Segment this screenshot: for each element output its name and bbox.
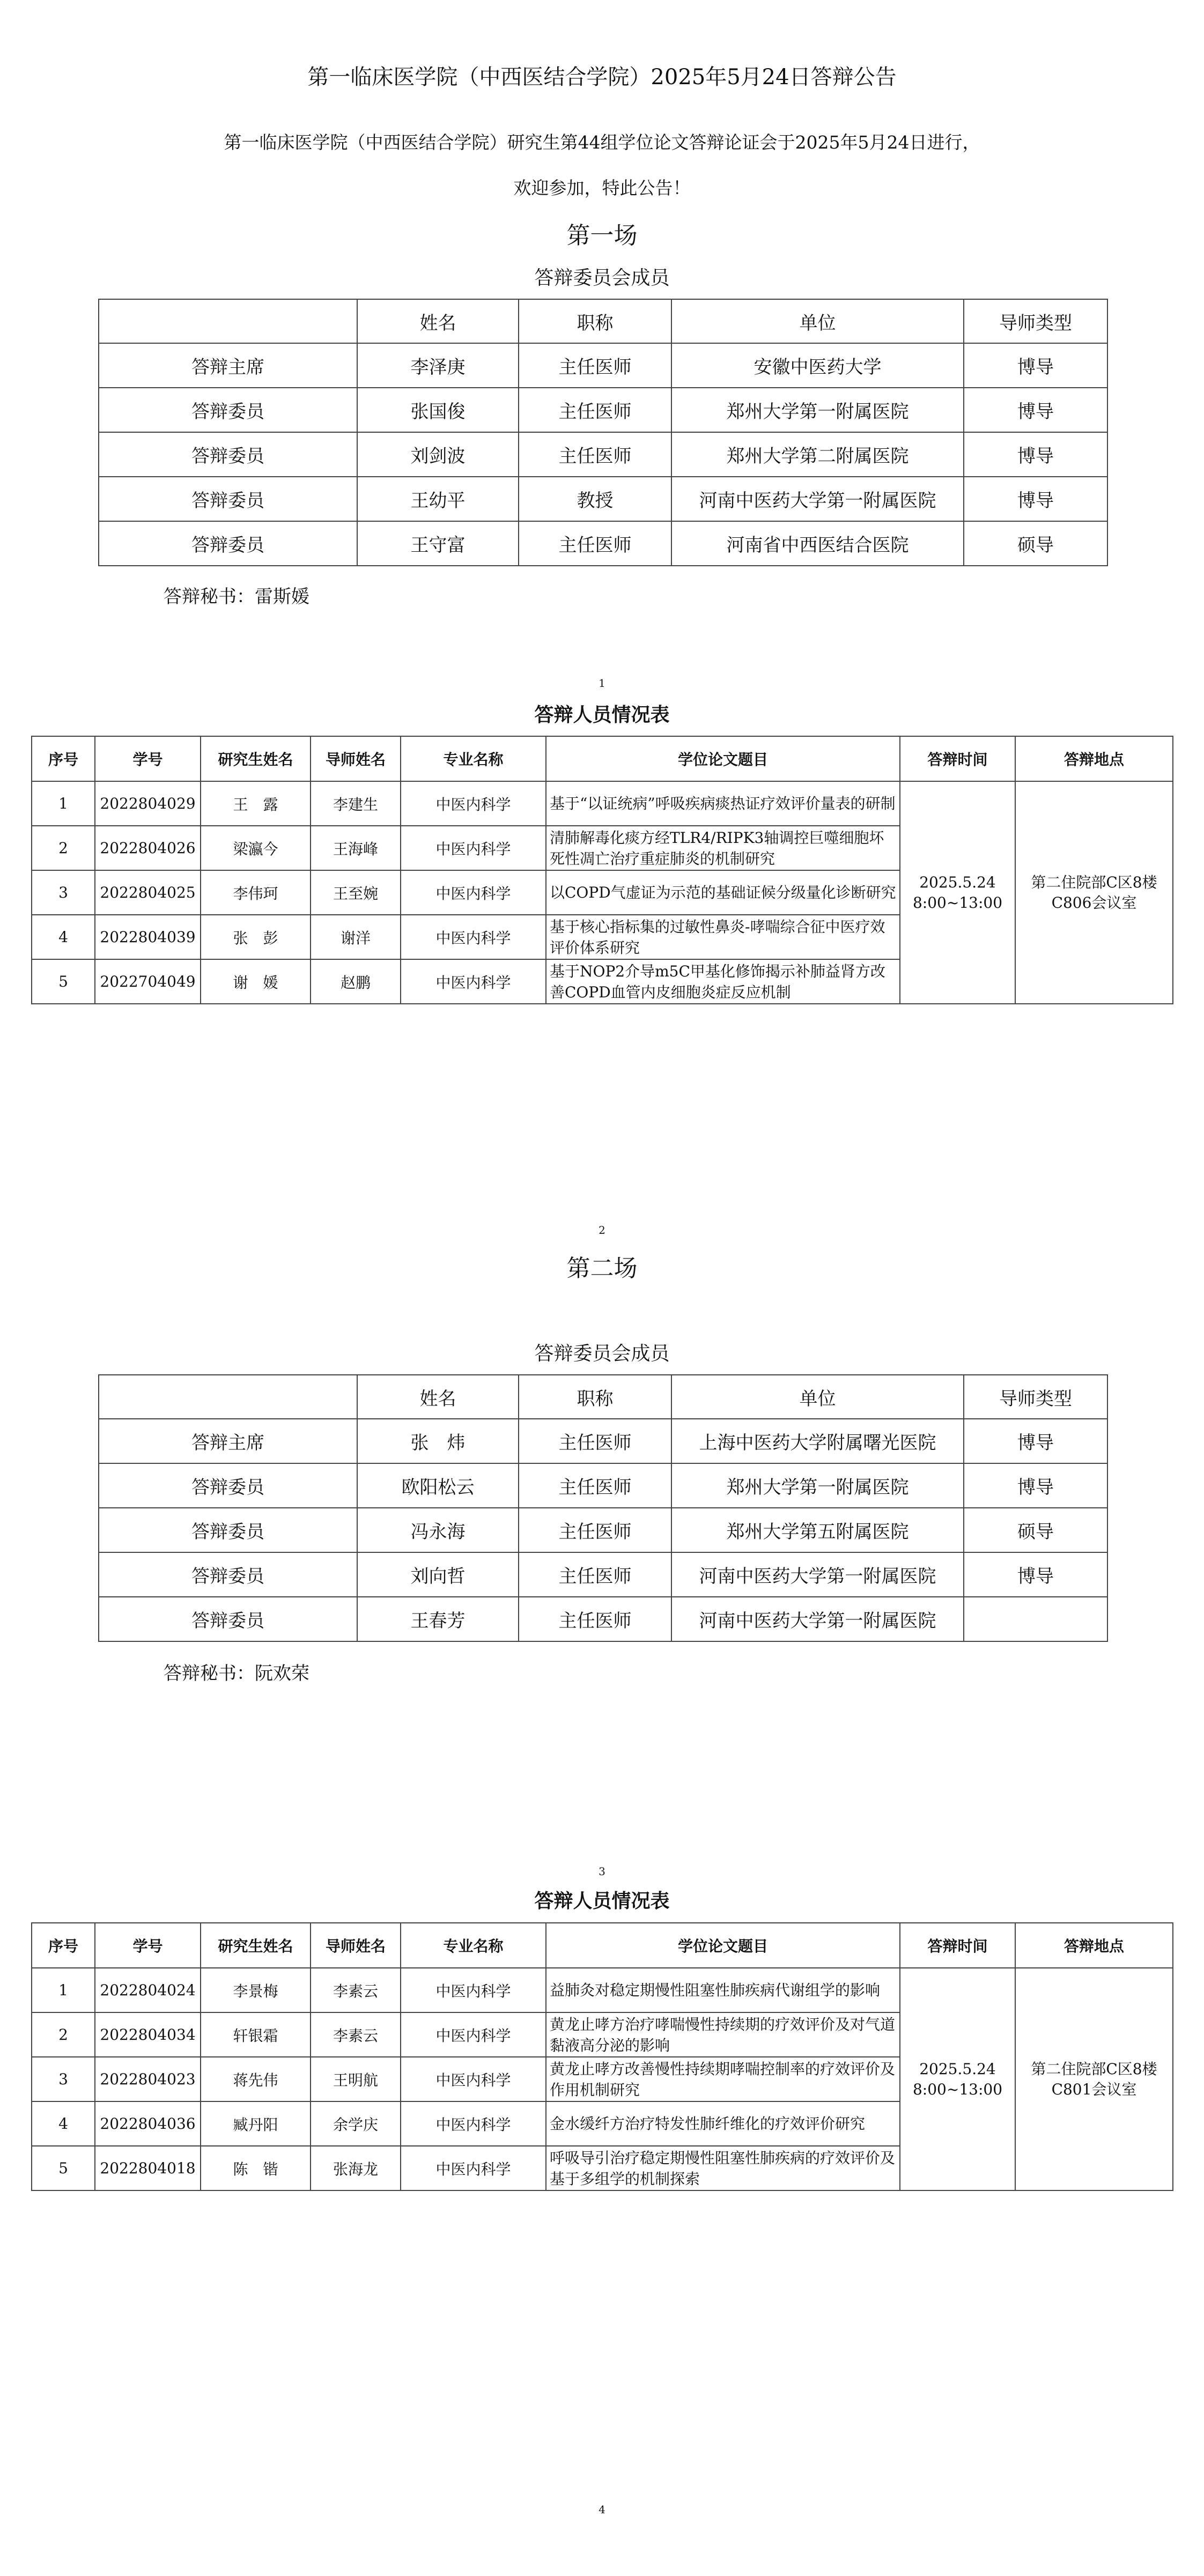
- major-name: 中医内科学: [401, 2012, 546, 2057]
- thesis-title: 基于NOP2介导m5C甲基化修饰揭示补肺益肾方改善COPD血管内皮细胞炎症反应机制: [546, 959, 900, 1004]
- committee-role: 答辩委员: [99, 1597, 357, 1641]
- students-header-cell: 研究生姓名: [201, 1923, 311, 1968]
- committee-unit: 上海中医药大学附属曙光医院: [671, 1419, 964, 1463]
- committee-row: [99, 432, 1107, 477]
- committee-type: 博导: [964, 1463, 1107, 1508]
- committee-role: 答辩委员: [99, 477, 357, 521]
- defense-location: 第二住院部C区8楼C801会议室: [1015, 1968, 1173, 2190]
- committee-type: 硕导: [964, 521, 1107, 566]
- notice-line-2: 欢迎参加，特此公告！: [513, 177, 691, 198]
- advisor-name: 张海龙: [311, 2146, 401, 2190]
- page-title: 第一临床医学院（中西医结合学院）2025年5月24日答辩公告: [307, 65, 897, 90]
- student-id: 2022804036: [95, 2101, 201, 2146]
- advisor-name: 余学庆: [311, 2101, 401, 2146]
- advisor-name: 李建生: [311, 781, 401, 826]
- student-index: 2: [32, 2012, 95, 2057]
- student-index: 5: [32, 959, 95, 1004]
- students-header-cell: 导师姓名: [311, 736, 401, 781]
- committee-type: 博导: [964, 343, 1107, 388]
- students-header-cell: 学号: [95, 1923, 201, 1968]
- student-name: 王 露: [201, 781, 311, 826]
- students-header-cell: 学位论文题目: [546, 1923, 900, 1968]
- session-1-secretary: 答辩秘书：雷斯媛: [164, 586, 309, 608]
- major-name: 中医内科学: [401, 870, 546, 915]
- page-number: 3: [599, 1865, 605, 1878]
- student-id: 2022804024: [95, 1968, 201, 2012]
- student-index: 4: [32, 2101, 95, 2146]
- student-index: 5: [32, 2146, 95, 2190]
- committee-unit: 河南中医药大学第一附属医院: [671, 477, 964, 521]
- student-index: 2: [32, 826, 95, 870]
- major-name: 中医内科学: [401, 2057, 546, 2101]
- major-name: 中医内科学: [401, 915, 546, 959]
- student-index: 1: [32, 781, 95, 826]
- committee-unit: 郑州大学第一附属医院: [671, 1463, 964, 1508]
- major-name: 中医内科学: [401, 826, 546, 870]
- thesis-title: 清肺解毒化痰方经TLR4/RIPK3轴调控巨噬细胞坏死性凋亡治疗重症肺炎的机制研究: [546, 826, 900, 870]
- students-header-cell: 序号: [32, 736, 95, 781]
- committee-name: 李泽庚: [357, 343, 519, 388]
- student-name: 李景梅: [201, 1968, 311, 2012]
- committee-type: 博导: [964, 477, 1107, 521]
- session-2-secretary: 答辩秘书：阮欢荣: [164, 1663, 309, 1684]
- major-name: 中医内科学: [401, 2101, 546, 2146]
- advisor-name: 谢洋: [311, 915, 401, 959]
- committee-title: 主任医师: [519, 343, 671, 388]
- committee-type: 博导: [964, 432, 1107, 477]
- committee-name: 王春芳: [357, 1597, 519, 1641]
- committee-header-cell: [99, 299, 357, 343]
- thesis-title: 以COPD气虚证为示范的基础证候分级量化诊断研究: [546, 870, 900, 915]
- committee-title: 主任医师: [519, 1419, 671, 1463]
- session-2-students-title: 答辩人员情况表: [534, 1890, 670, 1912]
- committee-title: 教授: [519, 477, 671, 521]
- students-header-cell: 答辩时间: [900, 1923, 1015, 1968]
- committee-unit: 安徽中医药大学: [671, 343, 964, 388]
- thesis-title: 基于核心指标集的过敏性鼻炎-哮喘综合征中医疗效评价体系研究: [546, 915, 900, 959]
- committee-type: 博导: [964, 388, 1107, 432]
- committee-row: [99, 343, 1107, 388]
- committee-row: [99, 1463, 1107, 1508]
- student-id: 2022804018: [95, 2146, 201, 2190]
- committee-name: 刘剑波: [357, 432, 519, 477]
- committee-type: [964, 1597, 1107, 1641]
- advisor-name: 王明航: [311, 2057, 401, 2101]
- students-header-cell: 专业名称: [401, 736, 546, 781]
- session-1-title: 第一场: [566, 222, 638, 249]
- students-header-cell: 专业名称: [401, 1923, 546, 1968]
- committee-title: 主任医师: [519, 1552, 671, 1597]
- committee-name: 王幼平: [357, 477, 519, 521]
- thesis-title: 呼吸导引治疗稳定期慢性阻塞性肺疾病的疗效评价及基于多组学的机制探索: [546, 2146, 900, 2190]
- committee-role: 答辩委员: [99, 1463, 357, 1508]
- committee-row: [99, 1597, 1107, 1641]
- defense-hours: 8:00~13:00: [912, 2080, 1003, 2098]
- committee-role: 答辩委员: [99, 1508, 357, 1552]
- session-1-students-title: 答辩人员情况表: [534, 704, 670, 726]
- committee-type: 博导: [964, 1419, 1107, 1463]
- major-name: 中医内科学: [401, 959, 546, 1004]
- students-header-cell: 答辩时间: [900, 736, 1015, 781]
- students-header-cell: 导师姓名: [311, 1923, 401, 1968]
- student-row: [32, 1968, 1173, 2012]
- student-name: 梁瀛今: [201, 826, 311, 870]
- committee-header-row: [99, 1375, 1107, 1419]
- committee-header-cell: 姓名: [357, 299, 519, 343]
- student-id: 2022804023: [95, 2057, 201, 2101]
- committee-header-cell: 单位: [671, 299, 964, 343]
- committee-unit: 河南中医药大学第一附属医院: [671, 1597, 964, 1641]
- session-2-title: 第二场: [566, 1255, 638, 1282]
- notice-line-1: 第一临床医学院（中西医结合学院）研究生第44组学位论文答辩论证会于2025年5月24日进行，: [224, 132, 980, 153]
- committee-name: 王守富: [357, 521, 519, 566]
- major-name: 中医内科学: [401, 2146, 546, 2190]
- students-header-cell: 序号: [32, 1923, 95, 1968]
- page-number: 1: [599, 677, 605, 690]
- committee-row: [99, 388, 1107, 432]
- student-id: 2022804025: [95, 870, 201, 915]
- thesis-title: 金水缓纤方治疗特发性肺纤维化的疗效评价研究: [546, 2101, 900, 2146]
- page-number: 2: [599, 1224, 605, 1237]
- students-header-cell: 学号: [95, 736, 201, 781]
- committee-header-cell: 姓名: [357, 1375, 519, 1419]
- student-index: 4: [32, 915, 95, 959]
- advisor-name: 李素云: [311, 2012, 401, 2057]
- thesis-title: 黄龙止哮方改善慢性持续期哮喘控制率的疗效评价及作用机制研究: [546, 2057, 900, 2101]
- thesis-title: 黄龙止哮方治疗哮喘慢性持续期的疗效评价及对气道黏液高分泌的影响: [546, 2012, 900, 2057]
- advisor-name: 王海峰: [311, 826, 401, 870]
- defense-location: 第二住院部C区8楼C806会议室: [1015, 781, 1173, 1004]
- committee-title: 主任医师: [519, 521, 671, 566]
- committee-header-cell: 职称: [519, 299, 671, 343]
- committee-title: 主任医师: [519, 1463, 671, 1508]
- students-header-cell: 答辩地点: [1015, 1923, 1173, 1968]
- committee-name: 冯永海: [357, 1508, 519, 1552]
- committee-role: 答辩委员: [99, 432, 357, 477]
- committee-row: [99, 1508, 1107, 1552]
- committee-role: 答辩委员: [99, 521, 357, 566]
- committee-row: [99, 477, 1107, 521]
- committee-unit: 河南中医药大学第一附属医院: [671, 1552, 964, 1597]
- student-id: 2022804029: [95, 781, 201, 826]
- session-2-committee-title: 答辩委员会成员: [534, 1343, 670, 1365]
- thesis-title: 益肺灸对稳定期慢性阻塞性肺疾病代谢组学的影响: [546, 1968, 900, 2012]
- defense-hours: 8:00~13:00: [912, 893, 1003, 912]
- student-name: 李伟珂: [201, 870, 311, 915]
- student-index: 1: [32, 1968, 95, 2012]
- student-id: 2022804034: [95, 2012, 201, 2057]
- student-name: 谢 媛: [201, 959, 311, 1004]
- students-header-cell: 研究生姓名: [201, 736, 311, 781]
- committee-name: 张 炜: [357, 1419, 519, 1463]
- student-name: 陈 锴: [201, 2146, 311, 2190]
- committee-header-cell: 导师类型: [964, 299, 1107, 343]
- session-2-students-table: [31, 1922, 1173, 2191]
- defense-date: 2025.5.24: [919, 873, 996, 891]
- committee-row: [99, 1552, 1107, 1597]
- committee-unit: 郑州大学第一附属医院: [671, 388, 964, 432]
- students-header-cell: 答辩地点: [1015, 736, 1173, 781]
- student-name: 臧丹阳: [201, 2101, 311, 2146]
- session-1-committee-title: 答辩委员会成员: [534, 267, 670, 289]
- major-name: 中医内科学: [401, 1968, 546, 2012]
- committee-header-cell: 单位: [671, 1375, 964, 1419]
- committee-header-cell: 职称: [519, 1375, 671, 1419]
- session-2-committee-table: [98, 1374, 1108, 1642]
- student-id: 2022804026: [95, 826, 201, 870]
- major-name: 中医内科学: [401, 781, 546, 826]
- defense-time: [900, 1968, 1015, 2190]
- students-header-row: [32, 1923, 1173, 1968]
- committee-name: 刘向哲: [357, 1552, 519, 1597]
- committee-title: 主任医师: [519, 388, 671, 432]
- committee-header-row: [99, 299, 1107, 343]
- student-name: 蒋先伟: [201, 2057, 311, 2101]
- advisor-name: 赵鹏: [311, 959, 401, 1004]
- students-header-row: [32, 736, 1173, 781]
- student-id: 2022704049: [95, 959, 201, 1004]
- session-1-committee-table: [98, 299, 1108, 566]
- committee-role: 答辩委员: [99, 388, 357, 432]
- advisor-name: 王至婉: [311, 870, 401, 915]
- committee-title: 主任医师: [519, 1597, 671, 1641]
- page-number: 4: [599, 2503, 605, 2516]
- committee-type: 博导: [964, 1552, 1107, 1597]
- committee-header-cell: 导师类型: [964, 1375, 1107, 1419]
- committee-title: 主任医师: [519, 1508, 671, 1552]
- thesis-title: 基于“以证统病”呼吸疾病痰热证疗效评价量表的研制: [546, 781, 900, 826]
- committee-header-cell: [99, 1375, 357, 1419]
- committee-unit: 郑州大学第二附属医院: [671, 432, 964, 477]
- student-name: 轩银霜: [201, 2012, 311, 2057]
- session-1-students-table: [31, 736, 1173, 1004]
- students-header-cell: 学位论文题目: [546, 736, 900, 781]
- defense-date: 2025.5.24: [919, 2060, 996, 2078]
- student-row: [32, 781, 1173, 826]
- committee-unit: 河南省中西医结合医院: [671, 521, 964, 566]
- student-name: 张 彭: [201, 915, 311, 959]
- committee-unit: 郑州大学第五附属医院: [671, 1508, 964, 1552]
- student-index: 3: [32, 870, 95, 915]
- committee-row: [99, 521, 1107, 566]
- student-index: 3: [32, 2057, 95, 2101]
- committee-role: 答辩主席: [99, 343, 357, 388]
- committee-role: 答辩委员: [99, 1552, 357, 1597]
- committee-name: 欧阳松云: [357, 1463, 519, 1508]
- committee-name: 张国俊: [357, 388, 519, 432]
- committee-title: 主任医师: [519, 432, 671, 477]
- committee-row: [99, 1419, 1107, 1463]
- defense-time: [900, 781, 1015, 1004]
- student-id: 2022804039: [95, 915, 201, 959]
- committee-type: 硕导: [964, 1508, 1107, 1552]
- committee-role: 答辩主席: [99, 1419, 357, 1463]
- advisor-name: 李素云: [311, 1968, 401, 2012]
